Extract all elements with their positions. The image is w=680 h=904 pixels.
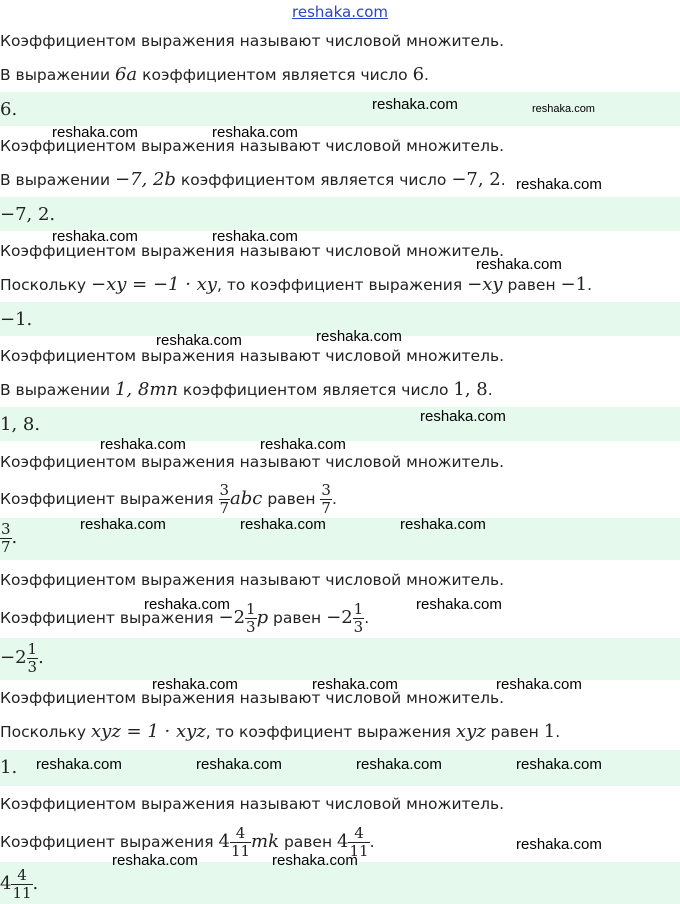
answer-value [0, 638, 44, 678]
watermark: reshaka.com [516, 836, 602, 853]
answer-value: −1. [0, 309, 33, 330]
math-expression: xyz [455, 721, 486, 742]
watermark: reshaka.com [516, 176, 602, 193]
math-whole: −2 [326, 607, 353, 628]
answer-value: −7, 2. [0, 204, 56, 225]
punctuation: . [500, 171, 506, 189]
statement-text: равен [485, 723, 544, 741]
watermark: reshaka.com [52, 228, 138, 245]
watermark: reshaka.com [112, 852, 198, 869]
task-statement [0, 170, 506, 190]
punctuation: . [369, 833, 375, 851]
watermark: reshaka.com [372, 96, 458, 113]
statement-text: В выражении [0, 171, 115, 189]
fraction-denominator: 11 [12, 883, 32, 902]
fraction-numerator: 1 [246, 600, 256, 618]
math-variable: p [256, 607, 269, 628]
watermark: reshaka.com [532, 103, 595, 115]
definition-text: Коэффициентом выражения называют числовой множитель. [0, 242, 505, 260]
definition-text: Коэффициентом выражения называют числовой множитель. [0, 137, 505, 155]
definition-text: Коэффициентом выражения называют числовой множитель. [0, 689, 505, 707]
watermark: reshaka.com [420, 408, 506, 425]
fraction [353, 601, 365, 636]
site-link[interactable]: reshaka.com [292, 3, 388, 21]
punctuation: . [331, 490, 337, 508]
fraction-numerator: 4 [11, 867, 32, 885]
task-statement [0, 275, 592, 295]
math-expression: −7, 2b [114, 169, 176, 190]
math-whole: 4 [0, 873, 12, 894]
fraction [27, 641, 39, 676]
fraction [11, 867, 32, 902]
watermark: reshaka.com [312, 676, 398, 693]
math-variable: mk [251, 831, 280, 852]
fraction [245, 601, 257, 636]
task-statement [0, 65, 429, 85]
watermark: reshaka.com [240, 516, 326, 533]
fraction [230, 825, 251, 860]
fraction-denominator: 3 [246, 618, 256, 636]
watermark: reshaka.com [516, 756, 602, 773]
fraction-denominator: 7 [219, 499, 230, 517]
math-value: 1, 8 [453, 379, 488, 400]
math-whole: −2 [218, 607, 246, 628]
fraction-denominator: 3 [27, 657, 38, 676]
statement-text: коэффициентом является число [178, 381, 454, 399]
watermark: reshaka.com [416, 596, 502, 613]
fraction-denominator: 3 [353, 618, 364, 636]
watermark: reshaka.com [356, 756, 442, 773]
statement-text: В выражении [0, 381, 115, 399]
definition-text: Коэффициентом выражения называют числовой множитель. [0, 32, 505, 50]
fraction-numerator: 3 [1, 519, 11, 538]
math-value: −1 [560, 274, 588, 295]
math-expression: 1, 8mn [114, 379, 178, 400]
task-statement [0, 722, 560, 742]
answer-value [0, 864, 38, 904]
statement-text: равен [268, 609, 327, 627]
watermark: reshaka.com [156, 332, 242, 349]
fraction-denominator: 11 [230, 842, 251, 860]
statement-text: , то коэффициент выражения [216, 276, 468, 294]
punctuation: . [555, 723, 561, 741]
fraction-denominator: 7 [1, 537, 11, 556]
math-variable: abc [230, 488, 263, 509]
math-whole: −2 [0, 647, 27, 668]
watermark: reshaka.com [52, 124, 138, 141]
math-expression: −xy = −1 · xy [91, 274, 217, 295]
statement-text: равен [279, 833, 338, 851]
statement-text: коэффициентом является число [137, 66, 413, 84]
punctuation: . [424, 66, 429, 84]
fraction-numerator: 4 [348, 825, 369, 843]
punctuation: . [487, 381, 493, 399]
math-expression: −xy [467, 274, 503, 295]
punctuation: . [587, 276, 593, 294]
fraction-numerator: 3 [321, 481, 331, 499]
watermark: reshaka.com [212, 228, 298, 245]
watermark: reshaka.com [152, 676, 238, 693]
math-whole: 4 [218, 831, 230, 852]
task-statement [0, 380, 493, 400]
math-value: 1 [543, 721, 556, 742]
watermark: reshaka.com [196, 756, 282, 773]
definition-text: Коэффициентом выражения называют числовой множитель. [0, 453, 505, 471]
watermark: reshaka.com [144, 596, 230, 613]
fraction-denominator: 7 [321, 499, 331, 517]
fraction [320, 482, 332, 517]
answer-value: 1. [0, 757, 18, 778]
watermark: reshaka.com [316, 328, 402, 345]
statement-text: , то коэффициент выражения [205, 723, 456, 741]
answer-value: 6. [0, 99, 18, 120]
watermark: reshaka.com [496, 676, 582, 693]
definition-text: Коэффициентом выражения называют числовой множитель. [0, 571, 505, 589]
statement-text: равен [262, 490, 321, 508]
watermark: reshaka.com [80, 516, 166, 533]
statement-text: Поскольку [0, 723, 92, 741]
punctuation: . [32, 873, 39, 894]
punctuation: . [364, 609, 370, 627]
statement-text: равен [502, 276, 561, 294]
fraction [219, 482, 231, 517]
statement-text: Коэффициент выражения [0, 609, 219, 627]
watermark: reshaka.com [400, 516, 486, 533]
watermark: reshaka.com [100, 436, 186, 453]
math-expression: xyz = 1 · xyz [91, 721, 206, 742]
statement-text: В выражении [0, 66, 115, 84]
answer-band [0, 638, 680, 680]
watermark: reshaka.com [476, 256, 562, 273]
fraction-numerator: 1 [27, 639, 38, 658]
math-value: −7, 2 [451, 169, 501, 190]
fraction-numerator: 4 [230, 825, 251, 843]
definition-text: Коэффициентом выражения называют числовой множитель. [0, 347, 505, 365]
watermark: reshaka.com [212, 124, 298, 141]
fraction-denominator: 11 [349, 842, 369, 860]
statement-text: Коэффициент выражения [0, 490, 219, 508]
math-value: 6 [412, 64, 425, 85]
definition-text: Коэффициентом выражения называют числовой множитель. [0, 795, 505, 813]
statement-text: коэффициентом является число [175, 171, 452, 189]
punctuation: . [38, 647, 44, 668]
fraction-numerator: 1 [353, 600, 364, 618]
answer-value [0, 518, 17, 558]
answer-value: 1, 8. [0, 414, 41, 435]
fraction [0, 521, 12, 556]
watermark: reshaka.com [36, 756, 122, 773]
math-expression: 6a [114, 64, 138, 85]
fraction-numerator: 3 [219, 481, 230, 499]
watermark: reshaka.com [260, 436, 346, 453]
math-whole: 4 [337, 831, 349, 852]
punctuation: . [11, 527, 18, 548]
answer-band [0, 197, 680, 231]
statement-text: Поскольку [0, 276, 92, 294]
watermark: reshaka.com [272, 852, 358, 869]
statement-text: Коэффициент выражения [0, 833, 219, 851]
